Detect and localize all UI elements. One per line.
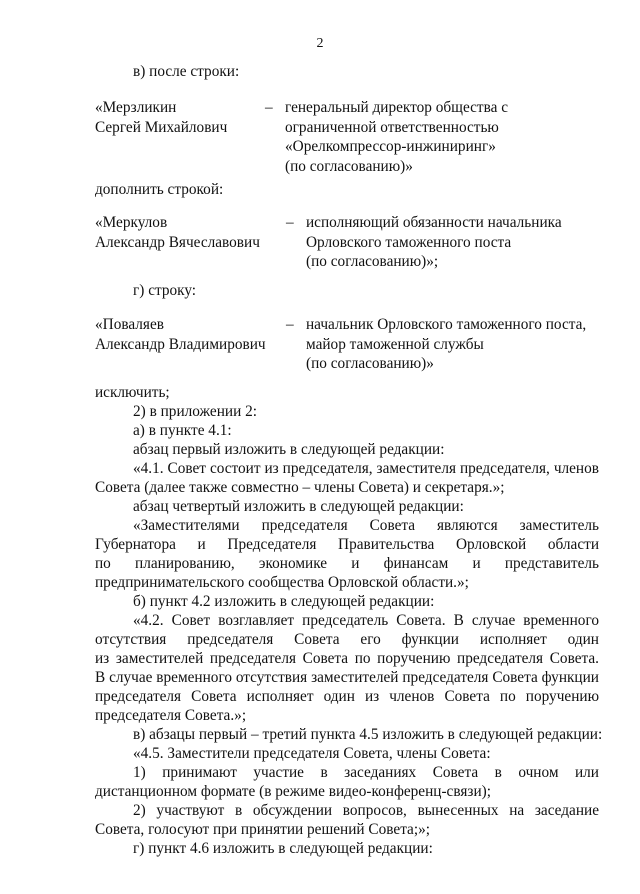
supplement-text: дополнить строкой: [95, 181, 224, 198]
body-line: 2) участвуют в обсуждении вопросов, вынесенных на заседание [133, 802, 599, 819]
entry2-desc-line: исполняющий обязанности начальника [306, 214, 562, 231]
body-line: из заместителей председателя Совета по поручению председателя Совета. [95, 650, 599, 667]
entry3-given-names: Александр Владимирович [95, 335, 266, 353]
body-line: дистанционном формате (в режиме видео-конференц-связи); [95, 783, 491, 800]
body-line: отсутствия председателя Совета его функции исполняет один [95, 631, 599, 648]
entry3-name [95, 315, 266, 354]
body-line: г) пункт 4.6 изложить в следующей редакции: [133, 840, 433, 857]
section-g-intro: г) строку: [133, 282, 197, 299]
entry3-desc-line: начальник Орловского таможенного поста, [306, 316, 587, 333]
entry1-desc-line: «Орелкомпрессор-инжиниринг» [285, 138, 496, 155]
body-line: 1) принимают участие в заседаниях Совета в очном или [133, 764, 599, 781]
body-line: председателя Совета исполняет один из членов Совета по поручению [95, 688, 599, 705]
body-line: абзац четвертый изложить в следующей редакции: [133, 498, 464, 515]
entry1-description [285, 98, 508, 176]
entry1-desc-line: генеральный директор общества с [285, 99, 509, 116]
entry2-surname: «Меркулов [95, 214, 168, 231]
entry2-description [306, 213, 562, 272]
section-v-intro: в) после строки: [133, 63, 240, 80]
entry2-dash: – [286, 214, 294, 231]
body-line: Совета (далее также совместно – члены Совета) и секретаря.»; [95, 479, 505, 496]
body-line: б) пункт 4.2 изложить в следующей редакции: [133, 593, 435, 610]
entry1-surname: «Мерзликин [95, 99, 177, 116]
entry2-desc-line: (по согласованию)»; [306, 253, 439, 270]
entry3-surname: «Поваляев [95, 316, 164, 333]
entry1-dash: – [265, 99, 273, 116]
entry3-desc-line: (по согласованию)» [306, 355, 434, 372]
entry3-description [306, 315, 586, 374]
body-line: абзац первый изложить в следующей редакции: [133, 441, 445, 458]
body-line: в) абзацы первый – третий пункта 4.5 изложить в следующей редакции: [133, 726, 603, 743]
entry2-given-names: Александр Вячеславович [95, 233, 260, 251]
entry1-desc-line: ограниченной ответственностью [285, 118, 499, 136]
body-line: «Заместителями председателя Совета являются заместитель [133, 517, 599, 534]
body-line: «4.5. Заместители председателя Совета, члены Совета: [133, 745, 491, 762]
entry2-desc-line: Орловского таможенного поста [306, 233, 512, 251]
body-line: В случае временного отсутствия заместителей председателя Совета функции [95, 669, 599, 686]
body-line: а) в пункте 4.1: [133, 422, 232, 439]
body-line: «4.2. Совет возглавляет председатель Совета. В случае временного [133, 612, 599, 629]
body-line: Совета, голосуют при принятии решений Совета;»; [95, 821, 431, 838]
entry1-given-names: Сергей Михайлович [95, 118, 228, 136]
body-line: «4.1. Совет состоит из председателя, заместителя председателя, членов [133, 460, 599, 477]
page-number: 2 [316, 36, 324, 51]
entry3-dash: – [286, 316, 294, 333]
body-line: предпринимательского сообщества Орловской области.»; [95, 574, 469, 591]
entry2-name [95, 213, 260, 252]
body-line: исключить; [95, 384, 170, 401]
entry3-desc-line: майор таможенной службы [306, 335, 484, 353]
body-line: по планированию, экономике и финансам и представитель [95, 555, 599, 572]
body-line: 2) в приложении 2: [133, 403, 257, 420]
body-line: Губернатора и Председателя Правительства Орловской области [95, 536, 599, 553]
entry1-desc-line: (по согласованию)» [285, 157, 413, 175]
body-line: председателя Совета.»; [95, 707, 247, 724]
entry1-name [95, 98, 227, 137]
